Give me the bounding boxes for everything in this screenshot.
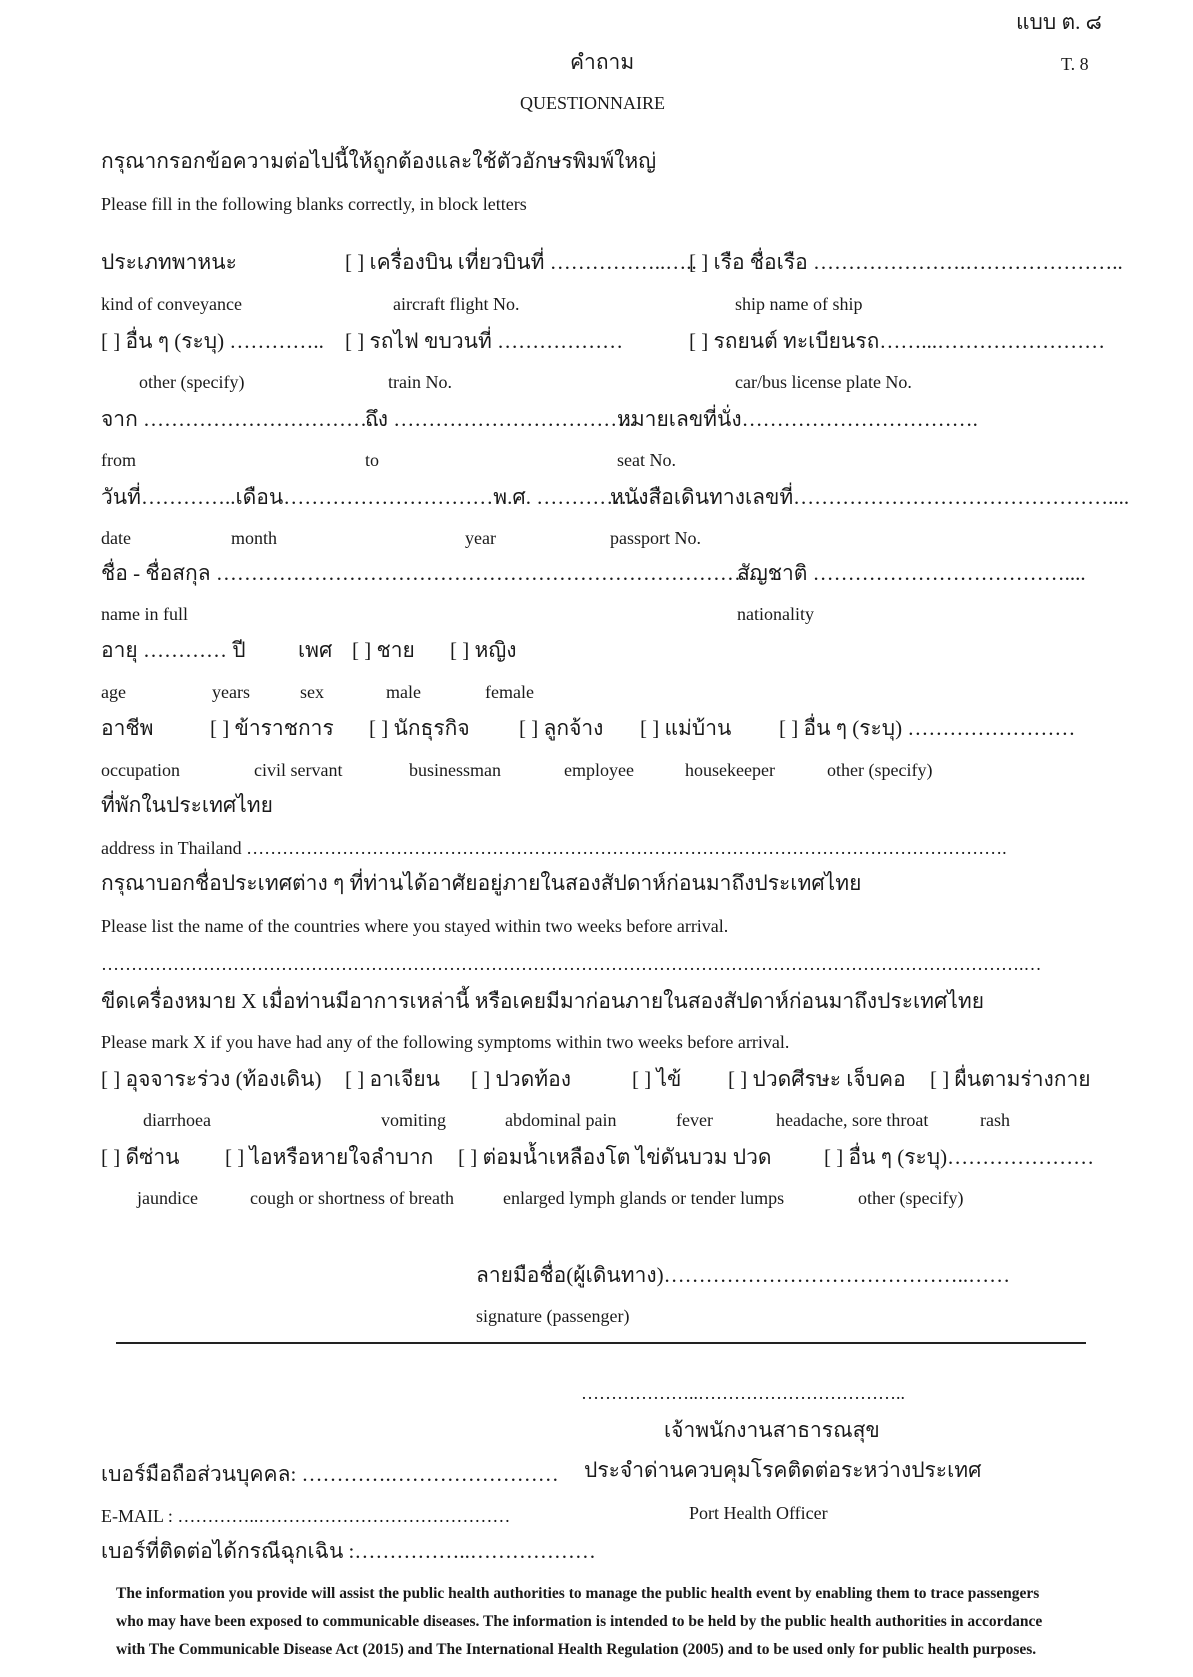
aircraft-label-en: aircraft flight No.: [393, 294, 520, 314]
civil-servant-label-en: civil servant: [254, 760, 343, 780]
aircraft-field[interactable]: [ ] เครื่องบิน เที่ยวบินที่ ……………..…..: [345, 250, 697, 274]
businessman-checkbox[interactable]: [ ] นักธุรกิจ: [369, 716, 470, 740]
abdominal-pain-label-en: abdominal pain: [505, 1110, 617, 1130]
year-label-en: year: [465, 528, 496, 548]
car-field[interactable]: [ ] รถยนต์ ทะเบียนรถ……...……………………: [689, 329, 1106, 353]
car-label-en: car/bus license plate No.: [735, 372, 912, 392]
symptoms-mark-th: ขีดเครื่องหมาย X เมื่อท่านมีอาการเหล่านี้ หรือเคยมีมาก่อนภายในสองสัปดาห์ก่อนมาถึงประเทศไทย: [101, 989, 985, 1013]
form-code-en: T. 8: [1061, 54, 1089, 74]
jaundice-label-en: jaundice: [137, 1188, 198, 1208]
passport-label-en: passport No.: [610, 528, 701, 548]
countries-label-en: Please list the name of the countries where you stayed within two weeks before arrival.: [101, 916, 729, 936]
privacy-notice-line-3: with The Communicable Disease Act (2015) and The International Health Regulation (2005) and to be used only for public health purposes.: [116, 1641, 1037, 1658]
occupation-label-th: อาชีพ: [101, 716, 154, 740]
signature-label-en: signature (passenger): [476, 1306, 630, 1326]
occupation-other-field[interactable]: [ ] อื่น ๆ (ระบุ) ……………………: [779, 716, 1076, 740]
officer-signature-line[interactable]: ………………..……………………………..: [581, 1383, 905, 1403]
other-conveyance-label-en: other (specify): [139, 372, 245, 392]
female-label-en: female: [485, 682, 534, 702]
countries-label-th: กรุณาบอกชื่อประเทศต่าง ๆ ที่ท่านได้อาศัยอยู่ภายในสองสัปดาห์ก่อนมาถึงประเทศไทย: [101, 871, 862, 895]
nationality-label-en: nationality: [737, 604, 814, 624]
years-label-en: years: [212, 682, 250, 702]
employee-checkbox[interactable]: [ ] ลูกจ้าง: [519, 716, 604, 740]
other-conveyance-field[interactable]: [ ] อื่น ๆ (ระบุ) …………..: [101, 329, 324, 353]
cough-checkbox[interactable]: [ ] ไอหรือหายใจลำบาก: [225, 1145, 434, 1169]
page-title-th: คำถาม: [570, 50, 635, 74]
privacy-notice-line-2: who may have been exposed to communicable diseases. The information is intended to be held by the public health authorities in accordance: [116, 1613, 1043, 1630]
ship-field[interactable]: [ ] เรือ ชื่อเรือ ………………….…………………..: [689, 250, 1123, 274]
fever-checkbox[interactable]: [ ] ไข้: [632, 1067, 682, 1091]
civil-servant-checkbox[interactable]: [ ] ข้าราชการ: [210, 716, 334, 740]
occupation-other-label-en: other (specify): [827, 760, 933, 780]
instruction-th: กรุณากรอกข้อความต่อไปนี้ให้ถูกต้องและใช้ตัวอักษรพิมพ์ใหญ่: [101, 149, 657, 173]
age-field[interactable]: อายุ ………… ปี: [101, 638, 246, 662]
address-field[interactable]: address in Thailand ……………………………………………………………………………………………………………….: [101, 838, 1007, 858]
train-field[interactable]: [ ] รถไฟ ขบวนที่ ………………: [345, 329, 624, 353]
privacy-notice-line-1: The information you provide will assist the public health authorities to manage the public health event by enabling them to trace passengers: [116, 1585, 1040, 1602]
age-label-en: age: [101, 682, 126, 702]
employee-label-en: employee: [564, 760, 634, 780]
instruction-en: Please fill in the following blanks correctly, in block letters: [101, 194, 527, 214]
name-label-en: name in full: [101, 604, 188, 624]
form-code-th: แบบ ต. ๘: [1016, 10, 1102, 34]
officer-title-en: Port Health Officer: [689, 1503, 828, 1523]
jaundice-checkbox[interactable]: [ ] ดีซ่าน: [101, 1145, 180, 1169]
male-checkbox[interactable]: [ ] ชาย: [352, 638, 415, 662]
seat-label-en: seat No.: [617, 450, 676, 470]
symptom-other-label-en: other (specify): [858, 1188, 964, 1208]
address-label-th: ที่พักในประเทศไทย: [101, 793, 273, 817]
to-field[interactable]: ถึง ……………………………..: [365, 407, 635, 431]
headache-checkbox[interactable]: [ ] ปวดศีรษะ เจ็บคอ: [728, 1067, 906, 1091]
train-label-en: train No.: [388, 372, 452, 392]
nationality-field[interactable]: สัญชาติ ………………………………....: [737, 561, 1086, 585]
vomiting-label-en: vomiting: [381, 1110, 447, 1130]
lymph-checkbox[interactable]: [ ] ต่อมน้ำเหลืองโต ไข่ดันบวม ปวด: [458, 1145, 772, 1169]
from-label-en: from: [101, 450, 136, 470]
date-field[interactable]: วันที่…………..เดือน…………………………พ.ศ. …………….: [101, 485, 647, 509]
month-label-en: month: [231, 528, 278, 548]
diarrhoea-checkbox[interactable]: [ ] อุจจาระร่วง (ท้องเดิน): [101, 1067, 322, 1091]
male-label-en: male: [386, 682, 421, 702]
from-field[interactable]: จาก …………………………….: [101, 407, 380, 431]
lymph-label-en: enlarged lymph glands or tender lumps: [503, 1188, 785, 1208]
rash-label-en: rash: [980, 1110, 1010, 1130]
page-title-en: QUESTIONNAIRE: [520, 93, 665, 113]
sex-label-th: เพศ: [298, 638, 333, 662]
occupation-label-en: occupation: [101, 760, 180, 780]
businessman-label-en: businessman: [409, 760, 501, 780]
mobile-field[interactable]: เบอร์มือถือส่วนบุคคล: ………….……………………: [101, 1462, 559, 1486]
fever-label-en: fever: [676, 1110, 713, 1130]
abdominal-pain-checkbox[interactable]: [ ] ปวดท้อง: [471, 1067, 571, 1091]
female-checkbox[interactable]: [ ] หญิง: [450, 638, 517, 662]
signature-field[interactable]: ลายมือชื่อ(ผู้เดินทาง)……………………………………..……: [476, 1263, 1011, 1287]
divider-line: [116, 1342, 1086, 1344]
name-field[interactable]: ชื่อ - ชื่อสกุล ………………………………………………………………………: [101, 561, 783, 585]
ship-label-en: ship name of ship: [735, 294, 863, 314]
to-label-en: to: [365, 450, 380, 470]
officer-title-th: เจ้าพนักงานสาธารณสุข: [664, 1418, 880, 1442]
privacy-notice: [116, 1580, 1076, 1664]
headache-label-en: headache, sore throat: [776, 1110, 929, 1130]
countries-field[interactable]: ……………………………………………………………………………………………………………………………………….…: [101, 954, 1042, 974]
cough-label-en: cough or shortness of breath: [250, 1188, 454, 1208]
conveyance-label-en: kind of conveyance: [101, 294, 242, 314]
seat-field[interactable]: หมายเลขที่นั่ง…………………………….: [617, 407, 978, 431]
housekeeper-checkbox[interactable]: [ ] แม่บ้าน: [640, 716, 732, 740]
symptom-other-field[interactable]: [ ] อื่น ๆ (ระบุ)…………………: [824, 1145, 1095, 1169]
passport-field[interactable]: หนังสือเดินทางเลขที่………………………………………....: [610, 485, 1130, 509]
conveyance-label-th: ประเภทพาหนะ: [101, 250, 237, 274]
emergency-phone-field[interactable]: เบอร์ที่ติดต่อได้กรณีฉุกเฉิน :……………..………………: [101, 1539, 596, 1563]
sex-label-en: sex: [300, 682, 324, 702]
diarrhoea-label-en: diarrhoea: [143, 1110, 211, 1130]
date-label-en: date: [101, 528, 131, 548]
vomiting-checkbox[interactable]: [ ] อาเจียน: [345, 1067, 441, 1091]
housekeeper-label-en: housekeeper: [685, 760, 775, 780]
email-field[interactable]: E-MAIL : …………..……………………………………: [101, 1506, 511, 1526]
rash-checkbox[interactable]: [ ] ผื่นตามร่างกาย: [930, 1067, 1091, 1091]
symptoms-mark-en: Please mark X if you have had any of the following symptoms within two weeks before arrival.: [101, 1032, 790, 1052]
officer-office-th: ประจำด่านควบคุมโรคติดต่อระหว่างประเทศ: [584, 1458, 982, 1482]
